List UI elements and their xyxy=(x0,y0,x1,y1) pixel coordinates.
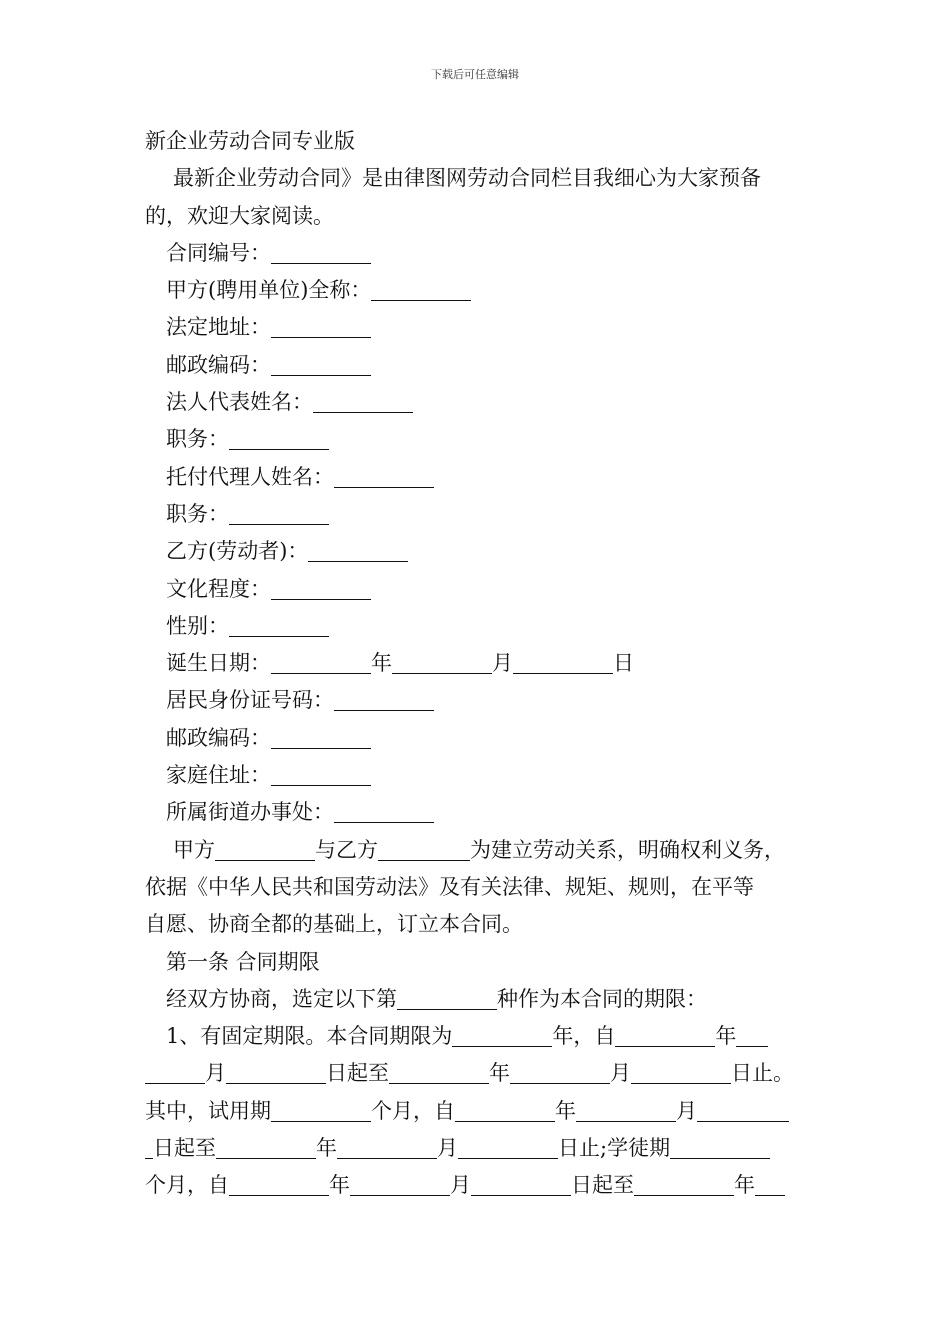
month-label: 月 xyxy=(492,651,513,676)
field-label: 职务： xyxy=(166,427,229,452)
field-street-office xyxy=(145,794,820,831)
year-label: 年 xyxy=(489,1061,510,1086)
field-label: 家庭住址： xyxy=(166,763,271,788)
intro-line-2: 的，欢迎大家阅读。 xyxy=(145,203,334,228)
field-party-b xyxy=(145,533,820,570)
blank-line xyxy=(308,539,408,562)
blank-line xyxy=(455,1099,555,1122)
field-label: 托付代理人姓名： xyxy=(166,464,334,489)
blank-line xyxy=(471,1173,571,1196)
day-label: 日 xyxy=(613,651,634,676)
year-label: 年 xyxy=(734,1173,755,1198)
document-body xyxy=(145,123,820,1205)
blank-line xyxy=(350,1173,450,1196)
blank-line xyxy=(216,1136,316,1159)
blank-line xyxy=(371,278,471,301)
field-label: 甲方(聘用单位)全称： xyxy=(166,278,372,303)
field-legal-address xyxy=(145,309,820,346)
field-home-address xyxy=(145,757,820,794)
article-text: 年，自 xyxy=(552,1024,616,1049)
intro-line-1: 最新企业劳动合同》是由律图网劳动合同栏目我细心为大家预备 xyxy=(173,166,761,191)
blank-line xyxy=(615,1024,715,1047)
blank-line xyxy=(271,651,371,674)
blank-line xyxy=(334,800,434,823)
month-label: 月 xyxy=(450,1173,471,1198)
field-gender xyxy=(145,608,820,645)
preamble-line-1 xyxy=(145,832,820,869)
blank-line xyxy=(271,726,371,749)
year-label: 年 xyxy=(316,1136,337,1161)
preamble-line-3: 自愿、协商全都的基础上，订立本合同。 xyxy=(145,912,523,937)
field-label: 职务： xyxy=(166,501,229,526)
year-label: 年 xyxy=(555,1098,576,1123)
field-postcode-b xyxy=(145,720,820,757)
blank-line xyxy=(392,651,492,674)
blank-line xyxy=(736,1024,768,1047)
blank-line xyxy=(697,1099,789,1122)
blank-line xyxy=(145,1061,205,1084)
field-label: 所属街道办事处： xyxy=(166,800,334,825)
blank-line xyxy=(145,1136,153,1159)
article-1-choose xyxy=(145,981,820,1018)
field-label: 法定地址： xyxy=(166,315,271,340)
blank-line xyxy=(271,763,371,786)
field-label: 性别： xyxy=(166,613,229,638)
article-text: 个月，自 xyxy=(145,1173,229,1198)
blank-line xyxy=(229,1173,329,1196)
field-contract-no xyxy=(145,235,820,272)
article-1-heading: 第一条 合同期限 xyxy=(166,949,320,974)
field-label: 邮政编码： xyxy=(166,725,271,750)
article-text: 日起至 xyxy=(571,1173,634,1198)
blank-line xyxy=(229,427,329,450)
year-label: 年 xyxy=(715,1024,737,1049)
article-text: 1、有固定期限。本合同期限为 xyxy=(166,1024,453,1049)
blank-line xyxy=(215,838,315,861)
year-label: 年 xyxy=(371,651,392,676)
blank-line xyxy=(271,353,371,376)
article-text: 其中，试用期 xyxy=(145,1098,271,1123)
article-text: 经双方协商，选定以下第 xyxy=(166,986,397,1011)
blank-line xyxy=(634,1173,734,1196)
field-agent-name xyxy=(145,459,820,496)
preamble-text: 与乙方 xyxy=(315,837,378,862)
article-1-item-1-line-4 xyxy=(145,1130,820,1167)
blank-line xyxy=(271,241,371,264)
article-text: 日止;学徒期 xyxy=(558,1136,671,1161)
document-title: 新企业劳动合同专业版 xyxy=(145,129,355,153)
blank-line xyxy=(576,1099,676,1122)
header-note: 下载后可任意编辑 xyxy=(431,68,519,81)
field-party-a-name xyxy=(145,272,820,309)
article-1-item-1-line-2 xyxy=(145,1055,820,1092)
preamble-text: 甲方 xyxy=(173,837,215,862)
blank-line xyxy=(271,577,371,600)
blank-line xyxy=(271,315,371,338)
article-1-item-1-line-1 xyxy=(145,1018,820,1055)
field-label: 法人代表姓名： xyxy=(166,390,313,415)
month-label: 月 xyxy=(437,1136,458,1161)
article-text: 日起至 xyxy=(326,1061,389,1086)
field-label: 邮政编码： xyxy=(166,352,271,377)
field-label: 居民身份证号码： xyxy=(166,688,334,713)
blank-line xyxy=(510,1061,610,1084)
field-legal-rep xyxy=(145,384,820,421)
blank-line xyxy=(313,390,413,413)
preamble-text: 为建立劳动关系，明确权利义务， xyxy=(470,837,785,862)
field-label: 乙方(劳动者)： xyxy=(166,539,309,564)
year-label: 年 xyxy=(329,1173,350,1198)
blank-line xyxy=(378,838,470,861)
field-education xyxy=(145,571,820,608)
field-label: 诞生日期： xyxy=(166,651,271,676)
blank-line xyxy=(337,1136,437,1159)
field-title-2 xyxy=(145,496,820,533)
blank-line xyxy=(452,1024,552,1047)
article-text: 个月，自 xyxy=(371,1098,455,1123)
field-id-no xyxy=(145,682,820,719)
month-label: 月 xyxy=(205,1061,226,1086)
field-postcode-a xyxy=(145,347,820,384)
article-text: 日止。 xyxy=(731,1061,794,1086)
article-1-item-1-line-5 xyxy=(145,1167,820,1204)
blank-line xyxy=(631,1061,731,1084)
blank-line xyxy=(670,1136,770,1159)
blank-line xyxy=(513,651,613,674)
blank-line xyxy=(334,688,434,711)
article-text: 日起至 xyxy=(153,1136,216,1161)
field-label: 文化程度： xyxy=(166,576,271,601)
article-1-item-1-line-3 xyxy=(145,1093,820,1130)
field-label: 合同编号： xyxy=(166,240,271,265)
blank-line xyxy=(334,465,434,488)
field-title-1 xyxy=(145,421,820,458)
month-label: 月 xyxy=(610,1061,631,1086)
month-label: 月 xyxy=(676,1098,697,1123)
blank-line xyxy=(226,1061,326,1084)
field-birth-date xyxy=(145,645,820,682)
blank-line xyxy=(755,1173,785,1196)
preamble-line-2: 依据《中华人民共和国劳动法》及有关法律、规矩、规则，在平等 xyxy=(145,874,754,899)
blank-line xyxy=(458,1136,558,1159)
blank-line xyxy=(389,1061,489,1084)
article-text: 种作为本合同的期限： xyxy=(497,986,707,1011)
blank-line xyxy=(271,1099,371,1122)
blank-line xyxy=(229,502,329,525)
blank-line xyxy=(229,614,329,637)
blank-line xyxy=(397,987,497,1010)
